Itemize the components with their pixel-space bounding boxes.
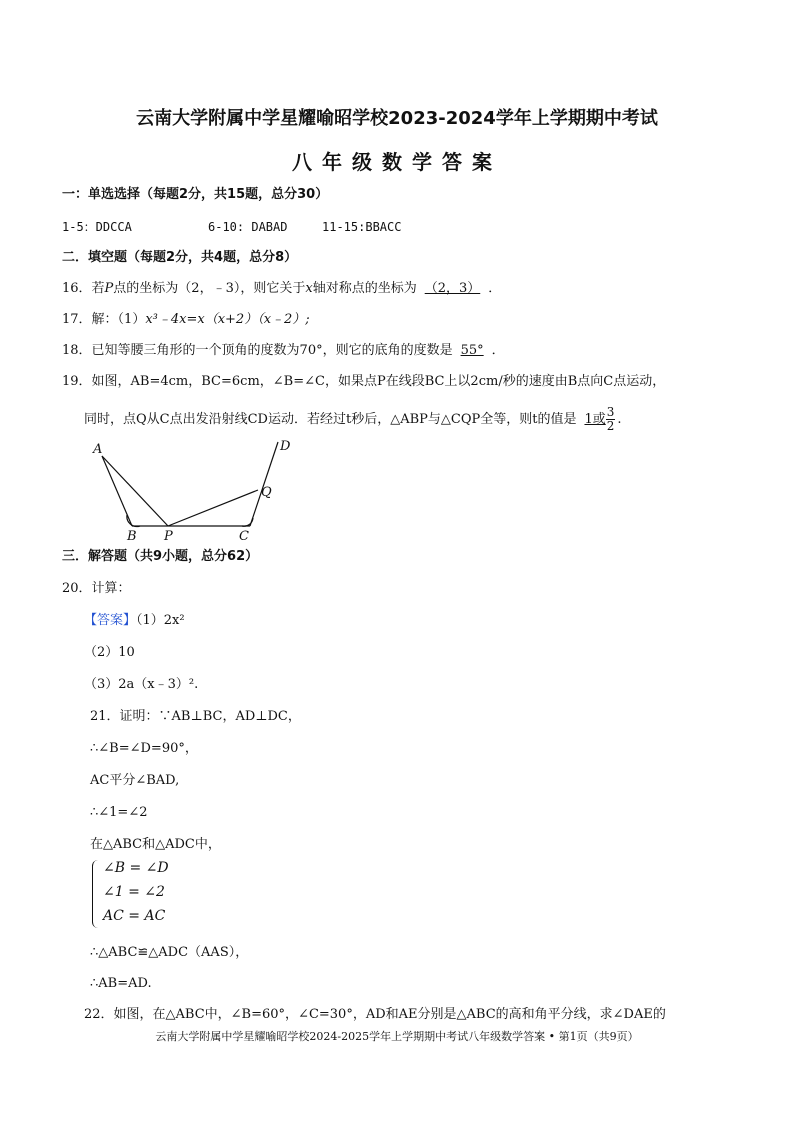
label-d: D — [280, 439, 291, 454]
question-16: 16．若P点的坐标为（2，﹣3），则它关于x轴对称点的坐标为 （2，3） ． — [62, 281, 502, 296]
q16-prefix: 16．若 — [62, 281, 105, 296]
q21-line-3: AC平分∠BAD, — [90, 773, 180, 788]
answers-1-5: 1-5：DDCCA — [62, 220, 132, 234]
q21-system-line-1: ∠B = ∠D — [103, 860, 169, 876]
q21-line-7: ∴AB=AD. — [90, 976, 152, 991]
section3-heading: 三．解答题（共9小题，总分62） — [62, 549, 259, 564]
answers-11-15: 11-15:BBACC — [322, 220, 402, 234]
angle-b-arc — [127, 515, 140, 526]
q19-fraction-num: 3 — [606, 405, 615, 419]
q20-answer-1 — [84, 612, 185, 630]
q20-answer-3: （3）2a（x﹣3）². — [84, 677, 199, 692]
q21-line-5: 在△ABC和△ADC中， — [90, 837, 221, 852]
q19-answer-a: 1或 — [584, 412, 606, 427]
q16-suffix: 轴对称点的坐标为 — [312, 281, 417, 296]
segment-ap — [102, 456, 168, 526]
q16-middle: 点的坐标为（2，﹣3），则它关于 — [113, 281, 306, 296]
label-q: Q — [261, 485, 272, 500]
system-brace — [92, 860, 99, 928]
segment-pq — [168, 490, 258, 526]
section2-heading: 二．填空题（每题2分，共4题，总分8） — [62, 250, 298, 265]
q21-line-2: ∴∠B=∠D=90°， — [90, 741, 198, 756]
label-a: A — [93, 442, 103, 457]
q17-prefix: 17．解：（1） — [62, 312, 146, 327]
q17-expression: x³﹣4x=x（x+2）（x﹣2）; — [145, 312, 310, 327]
school-title: 云南大学附属中学星耀喻昭学校2023-2024学年上学期期中考试 — [136, 108, 658, 129]
q21-system-line-2: ∠1 = ∠2 — [103, 884, 165, 900]
q16-answer: （2，3） — [424, 281, 481, 296]
question-19-line1: 19．如图，AB=4cm，BC=6cm，∠B=∠C，如果点P在线段BC上以2cm/秒的速度由B点向C点运动， — [62, 374, 666, 389]
question-18: 18．已知等腰三角形的一个顶角的度数为70°，则它的底角的度数是 55° ． — [62, 343, 505, 358]
section1-heading: 一：单选选择（每题2分，共15题，总分30） — [62, 187, 329, 202]
q18-text: 18．已知等腰三角形的一个顶角的度数为70°，则它的底角的度数是 — [62, 343, 453, 358]
q19-text: 同时，点Q从C点出发沿射线CD运动．若经过t秒后，△ABP与△CQP全等，则t的值是 — [84, 412, 577, 427]
q19-answer — [576, 406, 617, 433]
q20-answer-2: （2）10 — [84, 645, 135, 660]
document-title: 八年级数学答案 — [292, 150, 502, 174]
angle-c-arc — [242, 518, 253, 526]
q20-answer-1-text: （1）2x² — [136, 613, 185, 628]
ray-cd — [250, 442, 278, 526]
answer-tag: 【答案】 — [84, 613, 137, 628]
q16-axis-x: x — [305, 281, 313, 296]
label-p: P — [164, 529, 173, 544]
q19-figure — [80, 436, 310, 546]
q21-line-4: ∴∠1=∠2 — [90, 805, 148, 820]
q18-answer: 55° — [460, 343, 484, 358]
q21-line-6: ∴△ABC≌△ADC（AAS）， — [90, 945, 249, 960]
q19-fraction — [606, 406, 616, 433]
q21-line-1: 21．证明：∵AB⊥BC，AD⊥DC， — [90, 709, 301, 724]
label-b: B — [127, 529, 137, 544]
q19-fraction-den: 2 — [606, 419, 615, 433]
answers-6-10: 6-10: DABAD — [208, 220, 288, 234]
question-22: 22．如图，在△ABC中，∠B=60°，∠C=30°，AD和AE分别是△ABC的高和角平分线，求∠DAE的 — [84, 1007, 666, 1022]
page-footer: 云南大学附属中学星耀喻昭学校2024-2025学年上学期期中考试八年级数学答案 • 第1页（共9页） — [155, 1030, 639, 1043]
question-19-line2: 同时，点Q从C点出发沿射线CD运动．若经过t秒后，△ABP与△CQP全等，则t的值是 1或 $\frac{3}{2}$ . — [84, 405, 622, 433]
label-c: C — [239, 529, 249, 544]
question-20: 20．计算： — [62, 581, 131, 596]
question-17 — [62, 311, 310, 329]
q21-system-line-3: AC = AC — [103, 908, 166, 924]
q16-point-p: P — [104, 281, 114, 296]
